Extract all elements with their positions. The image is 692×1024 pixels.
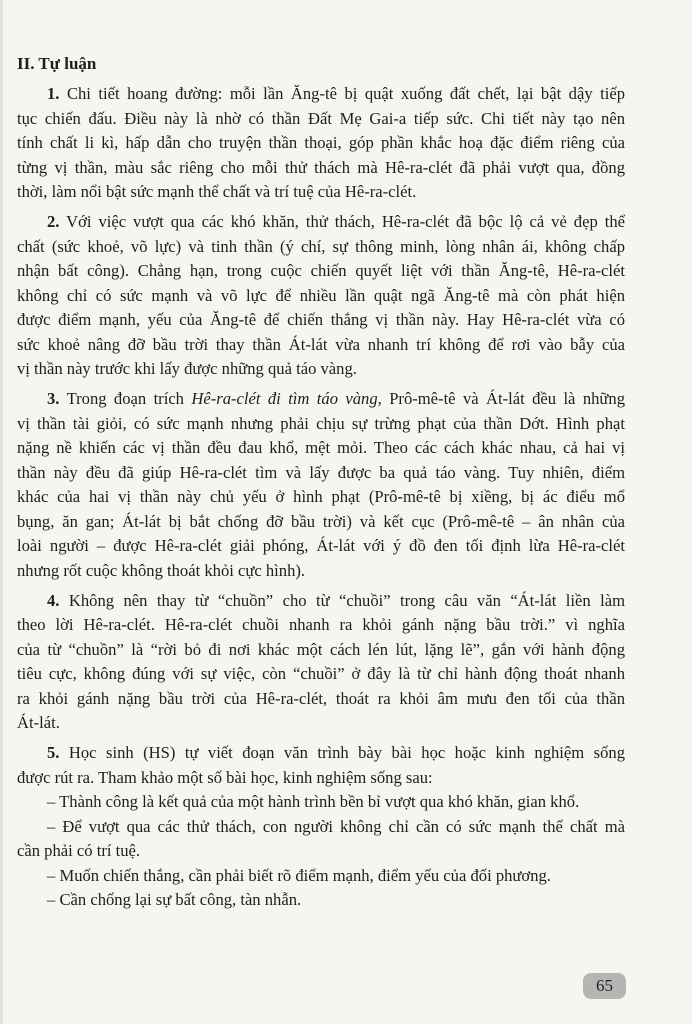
answer-page — [17, 52, 625, 913]
page-number: 65 — [583, 973, 626, 999]
paragraph-line: sức khoẻ nâng đỡ bầu trời thay thần Át-lát vừa nhanh trí không để rơi vào bẫy của — [17, 334, 625, 354]
paragraph-line: Át-lát. — [17, 713, 60, 732]
page-edge — [0, 0, 3, 1024]
lesson-item: – Cần chống lại sự bất công, tàn nhẫn. — [47, 890, 302, 909]
paragraph-line: không chỉ có sức mạnh và võ lực để nhiều lần quật ngã Ăng-tê mà còn phát hiện — [17, 285, 625, 305]
lesson-item: – Muốn chiến thắng, cần phải biết rõ điểm mạnh, điểm yếu của đối phương. — [47, 865, 551, 885]
paragraph-line: tiêu cực, không đúng với sự việc, còn “chuồi” ở đây là từ chỉ hành động thoát nhanh — [17, 664, 625, 683]
paragraph-line: nhưng rốt cuộc không thoát khỏi cực hình). — [17, 560, 306, 580]
paragraph-line — [17, 387, 625, 412]
paragraph-line: tục chiến đấu. Điều này là nhờ có thần Đất Mẹ Gai-a tiếp sức. Chi tiết này tạo nên — [17, 108, 625, 128]
answer-number: 2. — [47, 212, 60, 231]
answer-paragraph — [17, 589, 625, 736]
paragraph-line — [17, 210, 625, 235]
paragraph-line: tính chất li kì, hấp dẫn cho truyện thần thoại, góp phần khắc hoạ đặc điểm riêng của — [17, 133, 625, 152]
paragraph-line: loài người – được Hê-ra-clét giải phóng, Át-lát với ý đồ đen tối định lừa Hê-ra-clét — [17, 536, 625, 555]
paragraph-line: thời, làm nổi bật sức mạnh thể chất và trí tuệ của Hê-ra-clét. — [17, 182, 417, 201]
answer-paragraph — [17, 387, 625, 583]
answer-text: Chi tiết hoang đường: mỗi lần Ăng-tê bị quật xuống đất chết, lại bật dậy tiếp — [66, 84, 625, 103]
paragraph-line: ra khỏi gánh nặng bầu trời của Hê-ra-clét, thoát ra khỏi âm mưu đen tối của thần — [17, 688, 625, 708]
answer-text: Học sinh (HS) tự viết đoạn văn trình bày bài học hoặc kinh nghiệm sống — [68, 743, 625, 762]
answer-number: 5. — [47, 743, 60, 762]
answer-body — [17, 82, 625, 913]
answer-text: Trong đoạn trích — [66, 389, 192, 408]
answer-text: Không nên thay từ “chuồn” cho từ “chuồi” trong câu văn “Át-lát liền làm — [68, 590, 625, 610]
paragraph-line: theo lời Hê-ra-clét. Hê-ra-clét chuồi nhanh ra khỏi gánh nặng bầu trời.” vì nghĩa — [17, 615, 625, 634]
answer-paragraph — [17, 210, 625, 382]
paragraph-line: bụng, ăn gan; Át-lát bị bắt chống đỡ bầu trời) và kết cục (Prô-mê-tê – ân nhân của — [17, 511, 625, 531]
lesson-item: – Thành công là kết quả của một hành trình bền bỉ vượt qua khó khăn, gian khổ. — [47, 792, 580, 811]
answer-number: 3. — [47, 389, 60, 408]
answer-number: 4. — [47, 590, 60, 610]
paragraph-line: được rút ra. Tham khảo một số bài học, kinh nghiệm sống sau: — [17, 767, 433, 787]
excerpt-title: Hê-ra-clét đi tìm táo vàng — [191, 389, 378, 408]
paragraph-line: chất (sức khoẻ, võ lực) và tinh thần (ý chí, sự thông minh, lòng nhân ái, không chấp — [17, 236, 625, 256]
lesson-item: – Để vượt qua các thử thách, con người không chỉ cần có sức mạnh thể chất mà — [47, 816, 625, 836]
answer-paragraph — [17, 82, 625, 205]
paragraph-line: thần này đều đã giúp Hê-ra-clét tìm và lấy được ba quả táo vàng. Tuy nhiên, điểm — [17, 462, 625, 482]
answer-paragraph — [17, 741, 625, 790]
paragraph-line — [17, 741, 625, 766]
answer-text: , Prô-mê-tê và Át-lát đều là những — [377, 389, 626, 408]
paragraph-line: nặng nề khiến các vị thần đều đau khổ, mệt mỏi. Theo các cách khác nhau, cả hai vị — [17, 438, 625, 457]
paragraph-line: từng vị thần, màu sắc riêng cho mỗi thử thách mà Hê-ra-clét đã phải vượt qua, đồng — [17, 157, 625, 177]
paragraph-line: của từ “chuồn” là “rời bỏ đi nơi khác một cách lén lút, lặng lẽ”, gắn với hành động — [17, 639, 625, 659]
paragraph-line: được điểm mạnh, yếu của Ăng-tê để chiến thắng vị thần này. Hay Hê-ra-clét vừa có — [17, 310, 625, 329]
paragraph-line: vị thần này trước khi lấy được những quả táo vàng. — [17, 359, 357, 378]
paragraph-line: vị thần tài giỏi, có sức mạnh nhưng phải chịu sự trừng phạt của thần Dớt. Hình phạt — [17, 413, 625, 433]
paragraph-line: nhận bất công). Chẳng hạn, trong cuộc chiến quyết liệt với thần Ăng-tê, Hê-ra-clét — [17, 261, 625, 280]
paragraph-line: khác của hai vị thần này chủ yếu ở hình phạt (Prô-mê-tê bị xiềng, bị ác điểu mổ — [17, 487, 625, 506]
answer-text: Với việc vượt qua các khó khăn, thử thách, Hê-ra-clét đã bộc lộ cả vẻ đẹp thể — [66, 212, 625, 231]
lesson-item: cần phải có trí tuệ. — [17, 841, 141, 860]
paragraph-line — [17, 82, 625, 107]
section-title: II. Tự luận — [17, 54, 97, 73]
answer-number: 1. — [47, 84, 60, 103]
paragraph-line — [17, 589, 625, 614]
